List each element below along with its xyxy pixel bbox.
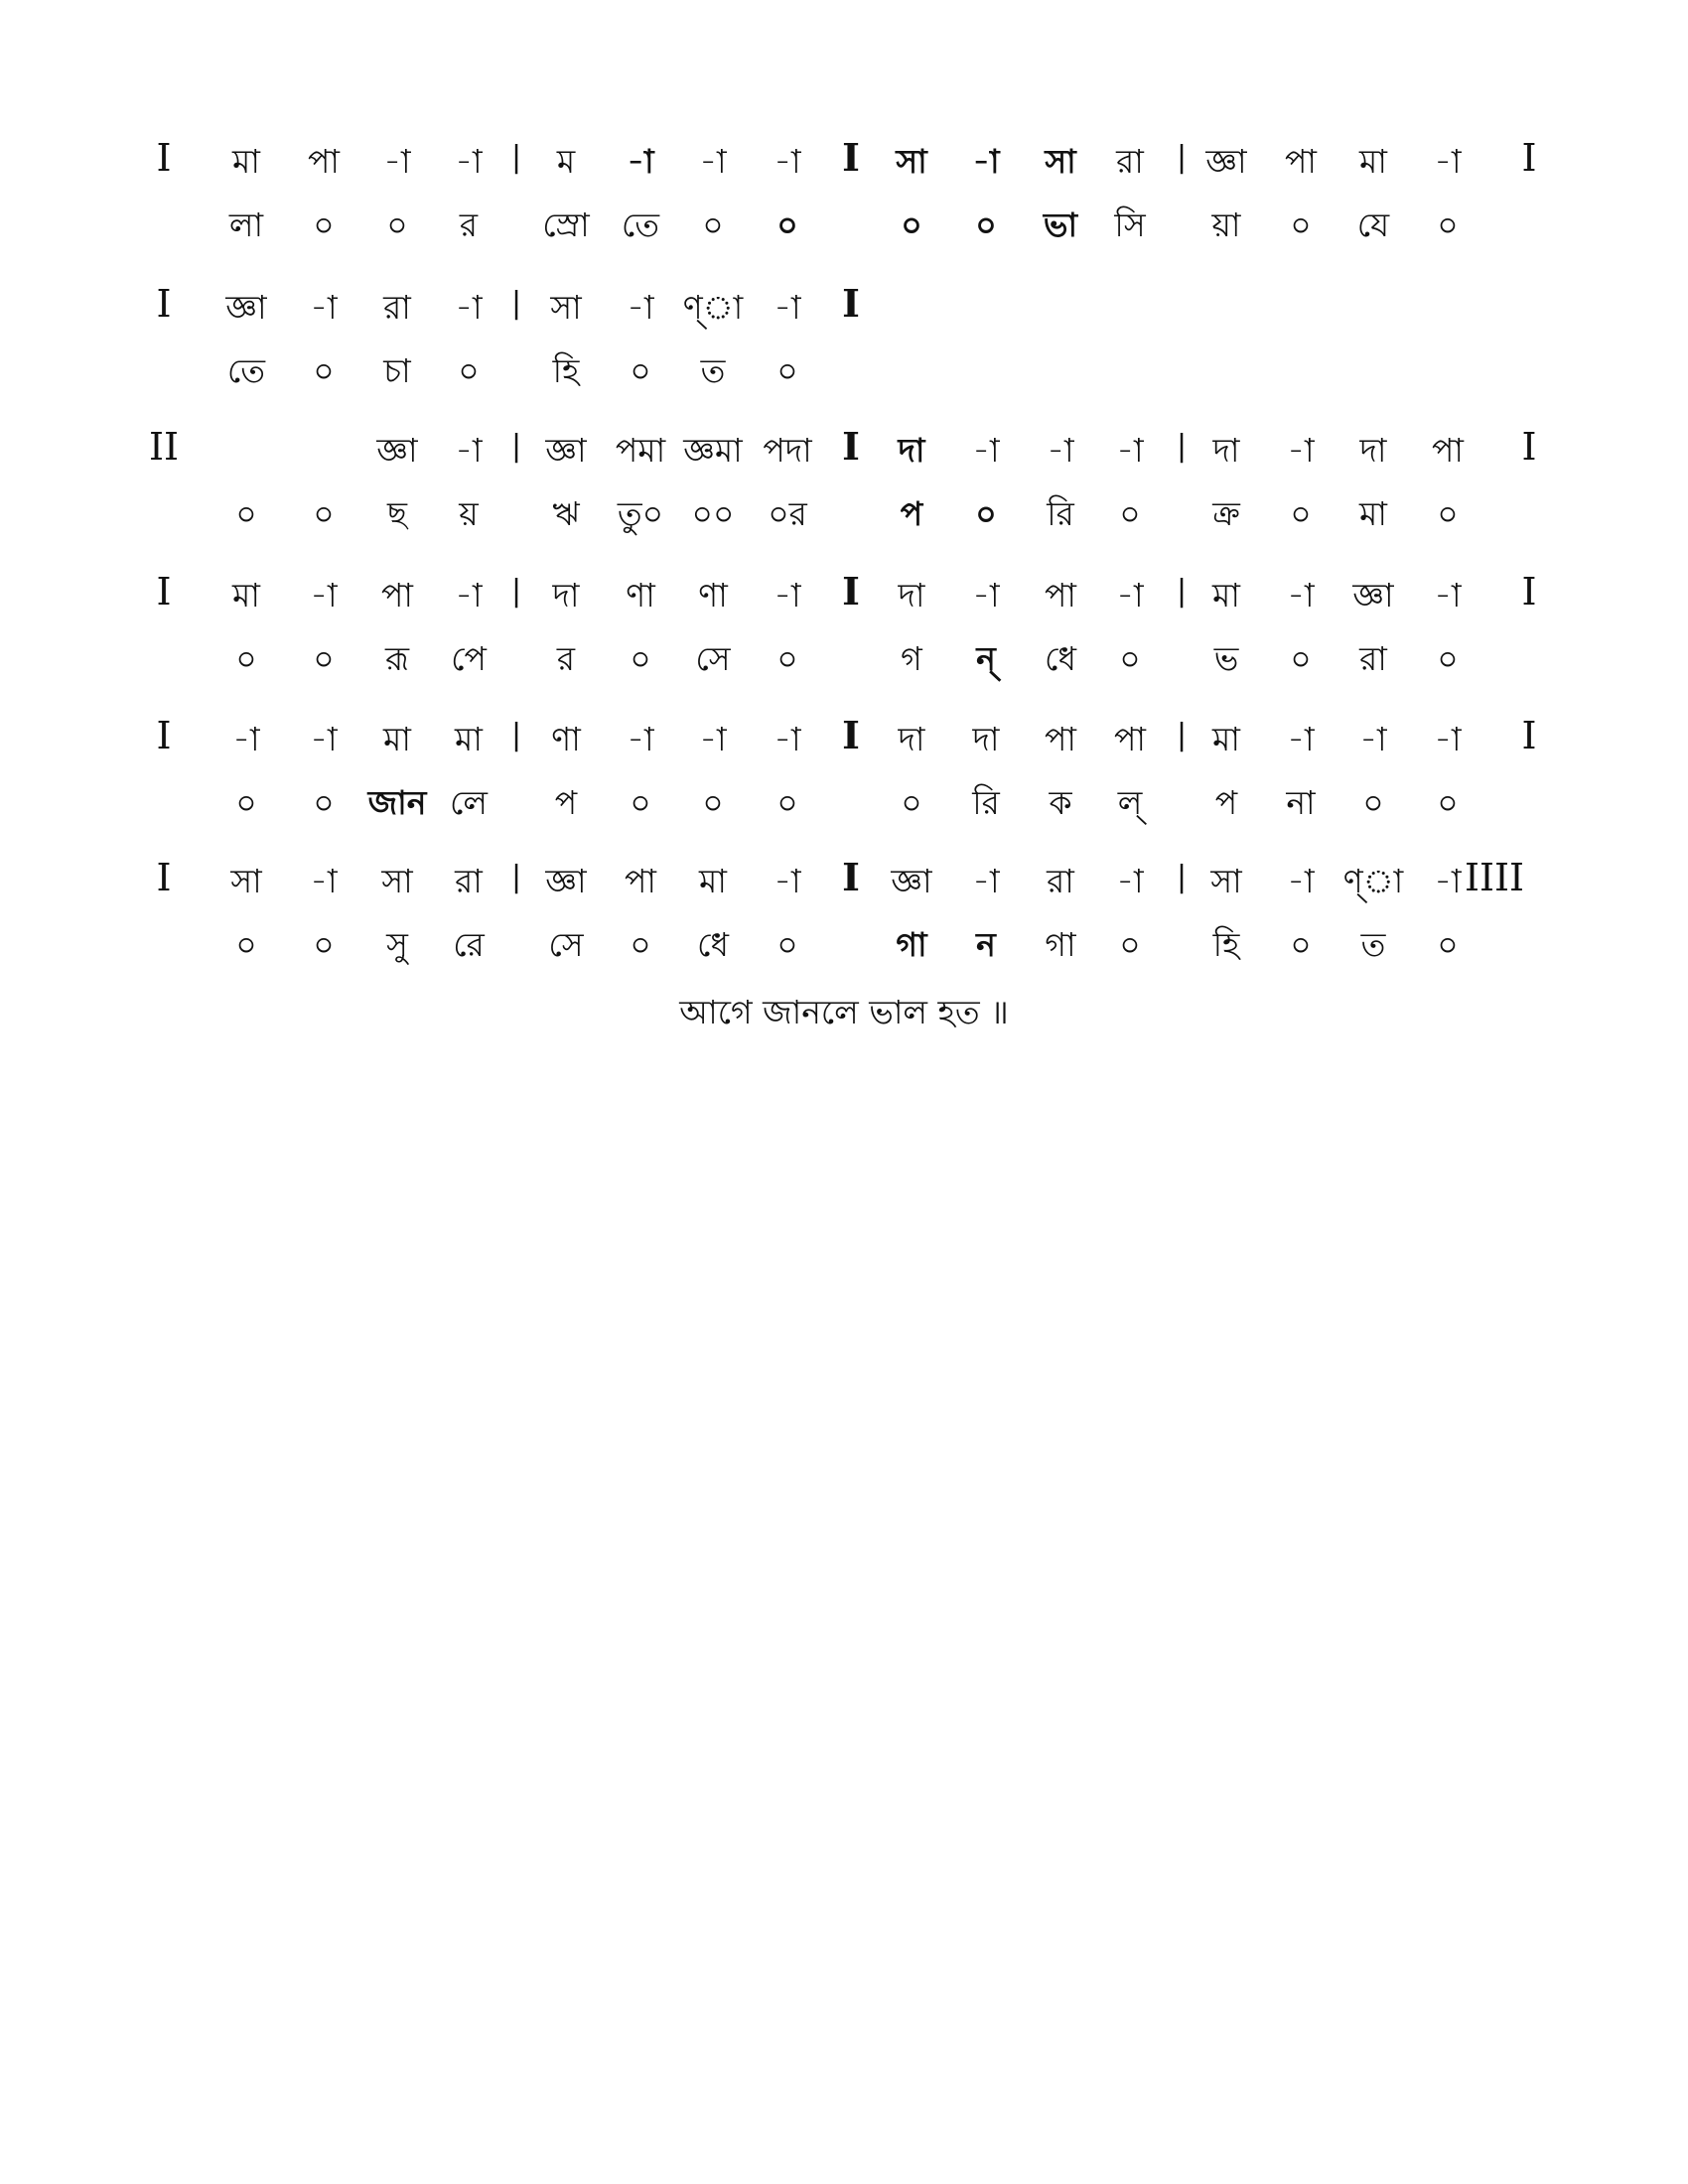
swara-note: সা <box>550 288 582 327</box>
swara-note: জ্ঞা <box>891 862 932 900</box>
lyric-syllable: ০ <box>458 351 480 390</box>
lyric-syllable: ০ <box>1290 925 1312 964</box>
swara-note: -া <box>310 862 338 900</box>
swara-note: -া <box>774 862 801 900</box>
lyric-syllable: ০ <box>776 351 798 390</box>
lyric-syllable: হি <box>552 351 580 390</box>
lyric-syllable: তু০ <box>617 494 664 533</box>
swara-note: -া <box>1047 431 1074 470</box>
bar-line: I <box>842 135 860 180</box>
swara-note: দা <box>1212 431 1240 470</box>
lyric-syllable: ধে <box>1045 639 1076 678</box>
swara-note: রা <box>383 288 411 327</box>
bar-line: I <box>842 855 860 899</box>
lyric-syllable: ০ <box>901 783 922 822</box>
swara-note: পা <box>1114 720 1146 758</box>
lyric-syllable: ০ <box>313 205 335 244</box>
lyric-syllable: লে <box>450 783 488 822</box>
bar-line: I <box>156 282 172 326</box>
lyric-syllable: ঋ <box>552 494 580 533</box>
lyric-syllable: ০ <box>1362 783 1384 822</box>
swara-note: -া <box>627 142 654 181</box>
swara-note: পদা <box>763 431 812 470</box>
lyric-syllable: গা <box>896 925 927 964</box>
swara-note: -া <box>972 142 1000 181</box>
swara-note: ণ্া <box>682 288 744 327</box>
closing-line: আগে জানলে ভাল হত ॥ <box>679 993 1009 1031</box>
swara-note: -া <box>972 862 1000 900</box>
bar-line: I <box>1521 425 1537 469</box>
swara-note: পা <box>625 862 656 900</box>
lyric-syllable: হি <box>1212 925 1240 964</box>
lyric-syllable: ০ <box>235 494 257 533</box>
swara-note: জ্ঞমা <box>683 431 743 470</box>
beat-divider: | <box>510 718 522 752</box>
lyric-syllable: ধে <box>697 925 729 964</box>
swara-note: -া <box>455 576 483 614</box>
swara-note: ম <box>556 142 576 181</box>
lyric-syllable: ০ <box>776 783 798 822</box>
swara-note: -া <box>1359 720 1387 758</box>
lyric-syllable: প <box>1214 783 1238 822</box>
swara-note: -া <box>774 288 801 327</box>
lyric-syllable: ০ <box>1290 639 1312 678</box>
swara-note: -া <box>1287 576 1315 614</box>
swara-note: পা <box>1045 720 1076 758</box>
swara-note: সা <box>230 862 262 900</box>
lyric-syllable: ০ <box>1290 205 1312 244</box>
swara-note: -া <box>1116 576 1144 614</box>
swara-note: -া <box>1116 431 1144 470</box>
swara-note: সা <box>1045 142 1076 181</box>
lyric-syllable: চা <box>383 351 411 390</box>
beat-divider: | <box>1176 860 1188 894</box>
swara-note: রা <box>1047 862 1074 900</box>
swara-note: -া <box>627 720 654 758</box>
swara-note: জ্ঞা <box>225 288 267 327</box>
lyric-syllable: ০ <box>702 783 724 822</box>
beat-divider: | <box>1176 429 1188 464</box>
lyric-syllable: ০ <box>313 351 335 390</box>
bar-line: I <box>842 424 860 469</box>
lyric-syllable: ০ <box>630 783 651 822</box>
swara-note: মা <box>1359 142 1387 181</box>
swara-note: ণা <box>626 576 655 614</box>
bar-line: IIII <box>1464 856 1525 899</box>
swara-note: -া <box>383 142 411 181</box>
swara-note: সা <box>1210 862 1242 900</box>
bar-line: I <box>156 714 172 757</box>
swara-note: -া <box>774 576 801 614</box>
lyric-syllable: ০ <box>1437 639 1459 678</box>
lyric-syllable: রি <box>1047 494 1074 533</box>
lyric-syllable: ০ <box>1119 639 1141 678</box>
beat-divider: | <box>1176 718 1188 752</box>
lyric-syllable: তে <box>621 205 660 244</box>
bar-line: I <box>842 713 860 757</box>
lyric-syllable: প <box>554 783 578 822</box>
swara-note: -া <box>1434 720 1462 758</box>
swara-note: মা <box>383 720 411 758</box>
swara-note: জ্ঞা <box>545 862 587 900</box>
swara-note: রা <box>455 862 483 900</box>
lyric-syllable: ০ <box>630 639 651 678</box>
swara-note: মা <box>232 576 260 614</box>
lyric-syllable: প <box>900 494 923 533</box>
bar-line: I <box>156 856 172 899</box>
beat-divider: | <box>1176 140 1188 175</box>
lyric-syllable: সু <box>386 925 408 964</box>
beat-divider: | <box>510 860 522 894</box>
bar-line: I <box>842 281 860 326</box>
swara-note: -া <box>1287 431 1315 470</box>
swara-note: ণ্া <box>1342 862 1404 900</box>
lyric-syllable: ০ <box>235 783 257 822</box>
swara-note: জ্ঞা <box>1352 576 1394 614</box>
swara-note: পা <box>1432 431 1464 470</box>
swara-note: -া <box>699 720 727 758</box>
swara-note: সা <box>896 142 927 181</box>
lyric-syllable: ০ <box>1437 494 1459 533</box>
swara-note: পমা <box>615 431 666 470</box>
lyric-syllable: ০ <box>975 205 997 244</box>
lyric-syllable: ০ <box>702 205 724 244</box>
lyric-syllable: গ <box>901 639 922 678</box>
lyric-syllable: ০ <box>313 925 335 964</box>
lyric-syllable: ভ <box>1213 639 1239 678</box>
bar-line: I <box>1521 570 1537 614</box>
lyric-syllable: ০ <box>1119 925 1141 964</box>
lyric-syllable: তে <box>226 351 266 390</box>
lyric-syllable: রে <box>453 925 485 964</box>
lyric-syllable: ০ <box>1437 205 1459 244</box>
swara-note: -া <box>455 431 483 470</box>
swara-note: জ্ঞা <box>376 431 418 470</box>
lyric-syllable: ভা <box>1043 205 1078 244</box>
swara-note: -া <box>1287 862 1315 900</box>
lyric-syllable: পে <box>451 639 487 678</box>
swara-note: -া <box>455 288 483 327</box>
lyric-syllable: ০ <box>313 783 335 822</box>
swara-note: -া <box>972 431 1000 470</box>
lyric-syllable: ক <box>1049 783 1072 822</box>
swara-note: -া <box>1434 576 1462 614</box>
lyric-syllable: ০ <box>1437 925 1459 964</box>
lyric-syllable: ন <box>976 925 996 964</box>
lyric-syllable: ০ <box>235 639 257 678</box>
lyric-syllable: সি <box>1114 205 1146 244</box>
swara-note: দা <box>898 431 925 470</box>
swara-note: -া <box>1287 720 1315 758</box>
lyric-syllable: ০ <box>1119 494 1141 533</box>
swara-note: পা <box>1045 576 1076 614</box>
swara-note: দা <box>898 576 925 614</box>
lyric-syllable: সে <box>548 925 584 964</box>
lyric-syllable: ০ <box>630 925 651 964</box>
swara-note: -া <box>1434 142 1462 181</box>
lyric-syllable: ল্ <box>1117 783 1143 822</box>
lyric-syllable: মা <box>1359 494 1387 533</box>
swara-note: -া <box>972 576 1000 614</box>
beat-divider: | <box>510 286 522 321</box>
lyric-syllable: ০ <box>1290 494 1312 533</box>
swara-note: সা <box>381 862 413 900</box>
swara-note: -া <box>1434 862 1462 900</box>
lyric-syllable: ০র <box>768 494 807 533</box>
bar-line: I <box>156 136 172 180</box>
lyric-syllable: ০ <box>776 925 798 964</box>
beat-divider: | <box>510 140 522 175</box>
swara-note: পা <box>381 576 413 614</box>
swara-note: -া <box>232 720 260 758</box>
lyric-syllable: ০ <box>235 925 257 964</box>
lyric-syllable: ত <box>1360 925 1386 964</box>
swara-note: জ্ঞা <box>1205 142 1247 181</box>
lyric-syllable: ০ <box>776 639 798 678</box>
lyric-syllable: ০ <box>386 205 408 244</box>
lyric-syllable: জান <box>367 783 427 822</box>
swara-note: দা <box>552 576 580 614</box>
swara-note: মা <box>455 720 483 758</box>
lyric-syllable: লা <box>228 205 264 244</box>
beat-divider: | <box>1176 574 1188 609</box>
lyric-syllable: ০ <box>313 639 335 678</box>
swara-note: পা <box>308 142 340 181</box>
lyric-syllable: ০ <box>630 351 651 390</box>
lyric-syllable: র <box>556 639 576 678</box>
swara-note: ণা <box>698 576 728 614</box>
lyric-syllable: ক্র <box>1212 494 1240 533</box>
lyric-syllable: গা <box>1045 925 1076 964</box>
bar-line: II <box>148 425 180 469</box>
swara-note: -া <box>774 720 801 758</box>
bar-line: I <box>156 570 172 614</box>
lyric-syllable: ত <box>700 351 726 390</box>
lyric-syllable: সে <box>695 639 731 678</box>
lyric-syllable: রা <box>1359 639 1387 678</box>
swara-note: মা <box>699 862 727 900</box>
lyric-syllable: ০ <box>901 205 922 244</box>
swara-note: -া <box>455 142 483 181</box>
swara-note: -া <box>774 142 801 181</box>
bar-line: I <box>1521 714 1537 757</box>
swara-note: -া <box>310 288 338 327</box>
lyric-syllable: ০ <box>1437 783 1459 822</box>
lyric-syllable: যে <box>1356 205 1390 244</box>
swara-note: -া <box>627 288 654 327</box>
lyric-syllable: য় <box>459 494 479 533</box>
lyric-syllable: ন্ <box>976 639 996 678</box>
bar-line: I <box>1521 136 1537 180</box>
beat-divider: | <box>510 429 522 464</box>
lyric-syllable: রি <box>972 783 1000 822</box>
swara-note: ণা <box>551 720 581 758</box>
lyric-syllable: ০ <box>776 205 798 244</box>
lyric-syllable: র <box>459 205 479 244</box>
lyric-syllable: রূ <box>384 639 410 678</box>
swara-note: মা <box>1212 576 1240 614</box>
swara-note: -া <box>699 142 727 181</box>
swara-note: রা <box>1116 142 1144 181</box>
swara-note: -া <box>310 576 338 614</box>
swara-note: -া <box>1116 862 1144 900</box>
swara-note: মা <box>1212 720 1240 758</box>
swara-note: দা <box>1359 431 1387 470</box>
lyric-syllable: য়া <box>1211 205 1241 244</box>
swara-note: মা <box>232 142 260 181</box>
swara-note: দা <box>972 720 1000 758</box>
beat-divider: | <box>510 574 522 609</box>
lyric-syllable: ০ <box>975 494 997 533</box>
lyric-syllable: ছ <box>387 494 407 533</box>
swara-note: দা <box>898 720 925 758</box>
lyric-syllable: স্রো <box>542 205 590 244</box>
swara-note: জ্ঞা <box>545 431 587 470</box>
lyric-syllable: ০ <box>313 494 335 533</box>
swara-note: -া <box>310 720 338 758</box>
lyric-syllable: না <box>1286 783 1316 822</box>
swara-note: পা <box>1285 142 1317 181</box>
lyric-syllable: ০০ <box>691 494 735 533</box>
bar-line: I <box>842 569 860 614</box>
